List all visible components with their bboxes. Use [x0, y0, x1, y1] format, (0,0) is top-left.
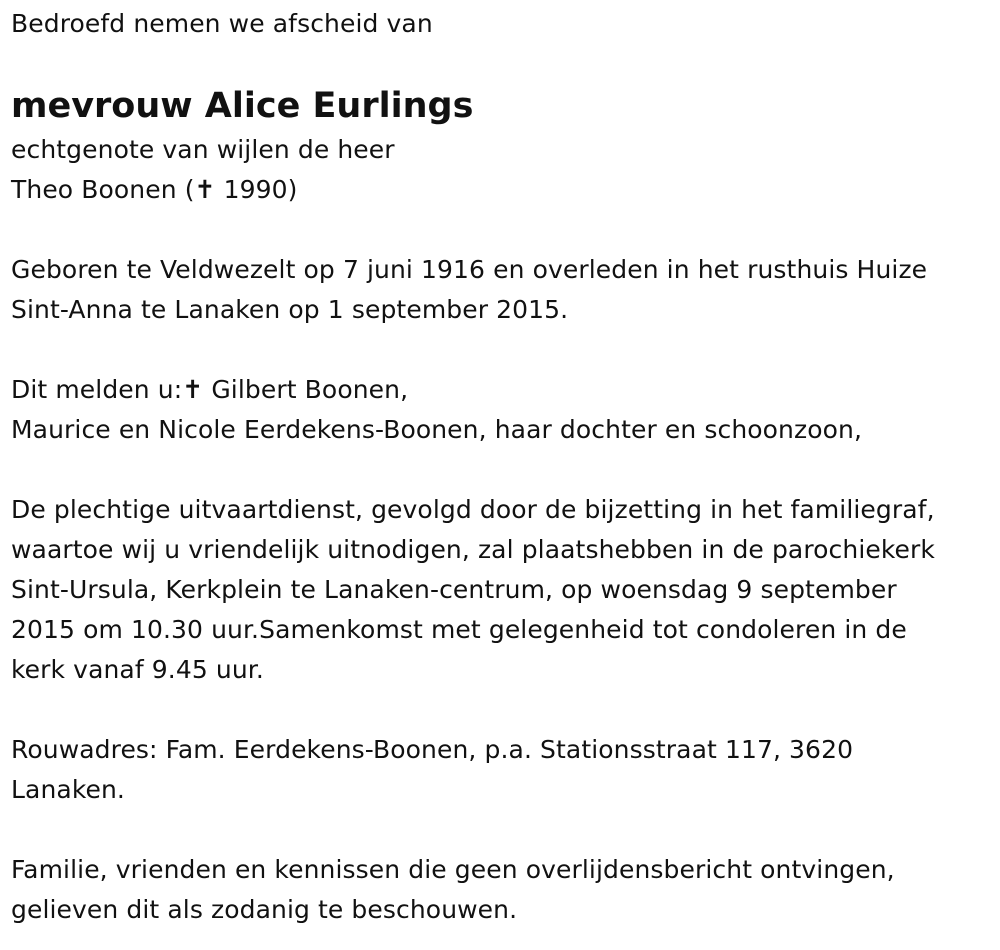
spouse-line: echtgenote van wijlen de heer [11, 135, 395, 164]
paragraph-line: Rouwadres: Fam. Eerdekens-Boonen, p.a. Stationsstraat 117, 3620 [11, 735, 854, 764]
spouse-name-line: Theo Boonen (✝ 1990) [11, 175, 298, 204]
deceased-name: mevrouw Alice Eurlings [11, 86, 474, 126]
paragraph-line: kerk vanaf 9.45 uur. [11, 655, 264, 684]
paragraph-line: Maurice en Nicole Eerdekens-Boonen, haar dochter en schoonzoon, [11, 415, 863, 444]
spacer [11, 210, 996, 250]
paragraph-line: Dit melden u:✝ Gilbert Boonen, [11, 375, 409, 404]
intro-text [11, 4, 996, 44]
paragraph-line: Geboren te Veldwezelt op 7 juni 1916 en overleden in het rusthuis Huize [11, 255, 928, 284]
paragraph-line: gelieven dit als zodanig te beschouwen. [11, 895, 518, 924]
spacer [11, 810, 996, 850]
spouse-info [11, 130, 996, 210]
funeral-paragraph [11, 490, 996, 690]
paragraph-line: Sint-Anna te Lanaken op 1 september 2015. [11, 295, 569, 324]
closing-paragraph [11, 850, 996, 930]
paragraph-line: Familie, vrienden en kennissen die geen overlijdensbericht ontvingen, [11, 855, 895, 884]
spacer [11, 450, 996, 490]
death-notice [11, 4, 996, 930]
paragraph-line: Sint-Ursula, Kerkplein te Lanaken-centrum, op woensdag 9 september [11, 575, 897, 604]
intro-line: Bedroefd nemen we afscheid van [11, 9, 433, 38]
announcers-paragraph [11, 370, 996, 450]
birth-death-paragraph [11, 250, 996, 330]
paragraph-line: Lanaken. [11, 775, 125, 804]
paragraph-line: waartoe wij u vriendelijk uitnodigen, zal plaatshebben in de parochiekerk [11, 535, 935, 564]
spacer [11, 330, 996, 370]
spacer [11, 690, 996, 730]
paragraph-line: De plechtige uitvaartdienst, gevolgd door de bijzetting in het familiegraf, [11, 495, 935, 524]
address-paragraph [11, 730, 996, 810]
paragraph-line: 2015 om 10.30 uur.Samenkomst met gelegenheid tot condoleren in de [11, 615, 907, 644]
